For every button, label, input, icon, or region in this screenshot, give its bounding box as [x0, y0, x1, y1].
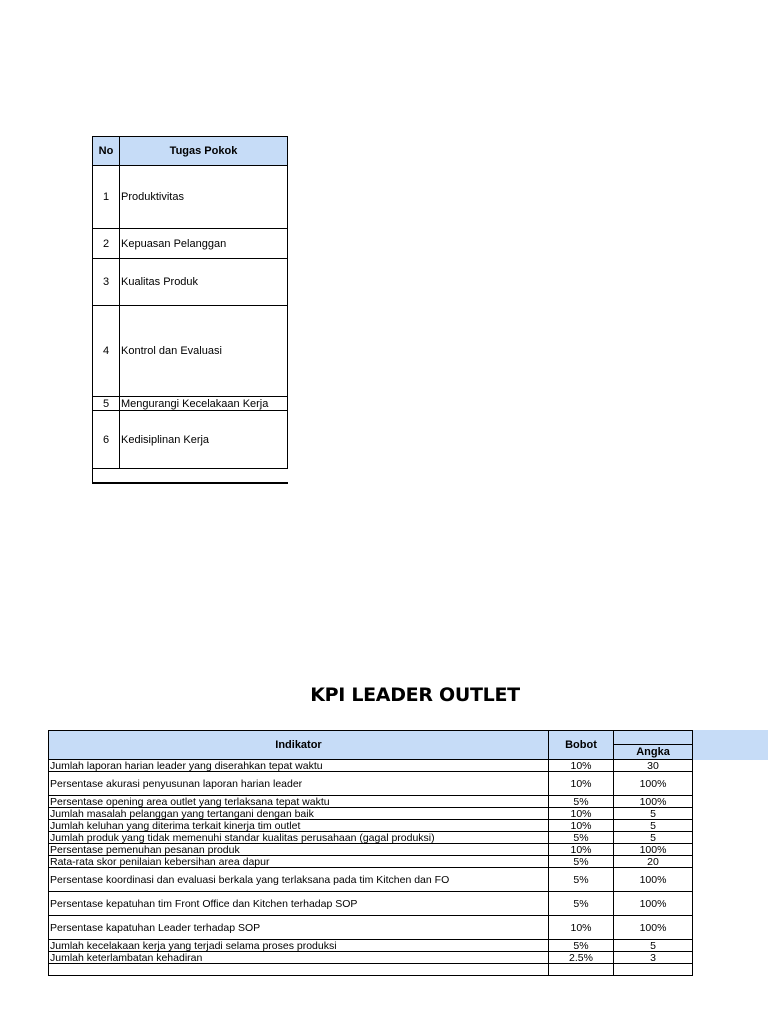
cell-angka: 3 [613, 952, 692, 963]
row-task: Produktivitas [121, 191, 184, 203]
cell-bobot: 10% [548, 820, 613, 831]
table-row [48, 796, 693, 808]
tugas-pokok-table [92, 136, 288, 484]
table-row [92, 411, 288, 469]
cell-angka: 100% [613, 868, 692, 891]
table-row [48, 868, 693, 892]
table-row [92, 166, 288, 229]
table-row [92, 397, 288, 411]
table-row [48, 892, 693, 916]
header-no: No [93, 137, 120, 165]
row-no: 6 [93, 411, 120, 468]
cell-indikator: Rata-rata skor penilaian kebersihan area dapur [50, 856, 270, 867]
cell-angka: 100% [613, 892, 692, 915]
cell-bobot: 5% [548, 856, 613, 867]
row-no: 4 [93, 306, 120, 396]
table-row [48, 844, 693, 856]
cell-indikator: Jumlah laporan harian leader yang diserahkan tepat waktu [50, 760, 323, 771]
header-bobot: Bobot [548, 731, 613, 759]
cell-angka: 20 [613, 856, 692, 867]
header-tugas-pokok: Tugas Pokok [169, 145, 238, 157]
cell-indikator: Persentase akurasi penyusunan laporan harian leader [50, 777, 303, 790]
cell-bobot: 2.5% [548, 952, 613, 963]
cell-bobot: 5% [548, 940, 613, 951]
cell-angka: 100% [613, 916, 692, 939]
cell-bobot: 10% [548, 772, 613, 795]
tugas-header-row [92, 136, 288, 166]
cell-bobot: 5% [548, 832, 613, 843]
row-no: 3 [93, 259, 120, 305]
cell-indikator: Jumlah masalah pelanggan yang tertangani dengan baik [50, 808, 314, 819]
row-task: Kepuasan Pelanggan [121, 237, 227, 250]
row-no: 1 [93, 166, 120, 228]
cell-angka: 5 [613, 820, 692, 831]
cell-indikator: Persentase kapatuhan Leader terhadap SOP [50, 921, 261, 934]
cell-indikator: Persentase pemenuhan pesanan produk [50, 844, 240, 855]
cell-indikator: Persentase kepatuhan tim Front Office dan Kitchen terhadap SOP [50, 897, 358, 910]
cell-bobot: 5% [548, 868, 613, 891]
cell-bobot: 10% [548, 844, 613, 855]
row-task: Kedisiplinan Kerja [121, 433, 210, 446]
cell-angka: 30 [613, 760, 692, 771]
row-task: Mengurangi Kecelakaan Kerja [121, 397, 269, 410]
table-row [48, 760, 693, 772]
cell-angka: 5 [613, 832, 692, 843]
cell-angka: 5 [613, 808, 692, 819]
cell-indikator: Jumlah keterlambatan kehadiran [50, 952, 203, 963]
cell-indikator: Jumlah keluhan yang diterima terkait kinerja tim outlet [50, 820, 301, 831]
row-task: Kontrol dan Evaluasi [121, 345, 222, 357]
cell-angka: 100% [613, 796, 692, 807]
cell-angka: 5 [613, 940, 692, 951]
cell-indikator: Jumlah kecelakaan kerja yang terjadi selama proses produksi [50, 940, 337, 951]
table-row [92, 259, 288, 306]
row-no: 5 [93, 397, 120, 410]
table-row [48, 856, 693, 868]
table-row [48, 772, 693, 796]
header-target [613, 731, 692, 759]
cell-indikator: Persentase koordinasi dan evaluasi berkala yang terlaksana pada tim Kitchen dan FO [50, 873, 450, 886]
table-row [92, 306, 288, 397]
kpi-table [48, 730, 693, 976]
row-task: Kualitas Produk [121, 276, 199, 288]
table-row [48, 808, 693, 820]
header-indikator: Indikator [275, 739, 322, 751]
table-row [48, 820, 693, 832]
cell-angka: 100% [613, 844, 692, 855]
header-fill-band [692, 730, 768, 760]
table-row-partial [48, 964, 693, 976]
table-footer-row [92, 469, 288, 484]
header-angka: Angka [614, 744, 692, 759]
kpi-title: KPI LEADER OUTLET [310, 684, 520, 706]
cell-indikator: Jumlah produk yang tidak memenuhi standar kualitas perusahaan (gagal produksi) [50, 832, 435, 843]
table-row [48, 916, 693, 940]
row-no: 2 [93, 229, 120, 258]
table-row [48, 940, 693, 952]
cell-indikator: Persentase opening area outlet yang terlaksana tepat waktu [50, 796, 330, 807]
table-row [48, 832, 693, 844]
kpi-header-row [48, 730, 693, 760]
cell-bobot: 10% [548, 808, 613, 819]
cell-bobot: 10% [548, 760, 613, 771]
cell-bobot: 5% [548, 892, 613, 915]
cell-angka: 100% [613, 772, 692, 795]
cell-bobot: 5% [548, 796, 613, 807]
table-row [92, 229, 288, 259]
table-row [48, 952, 693, 964]
cell-bobot: 10% [548, 916, 613, 939]
